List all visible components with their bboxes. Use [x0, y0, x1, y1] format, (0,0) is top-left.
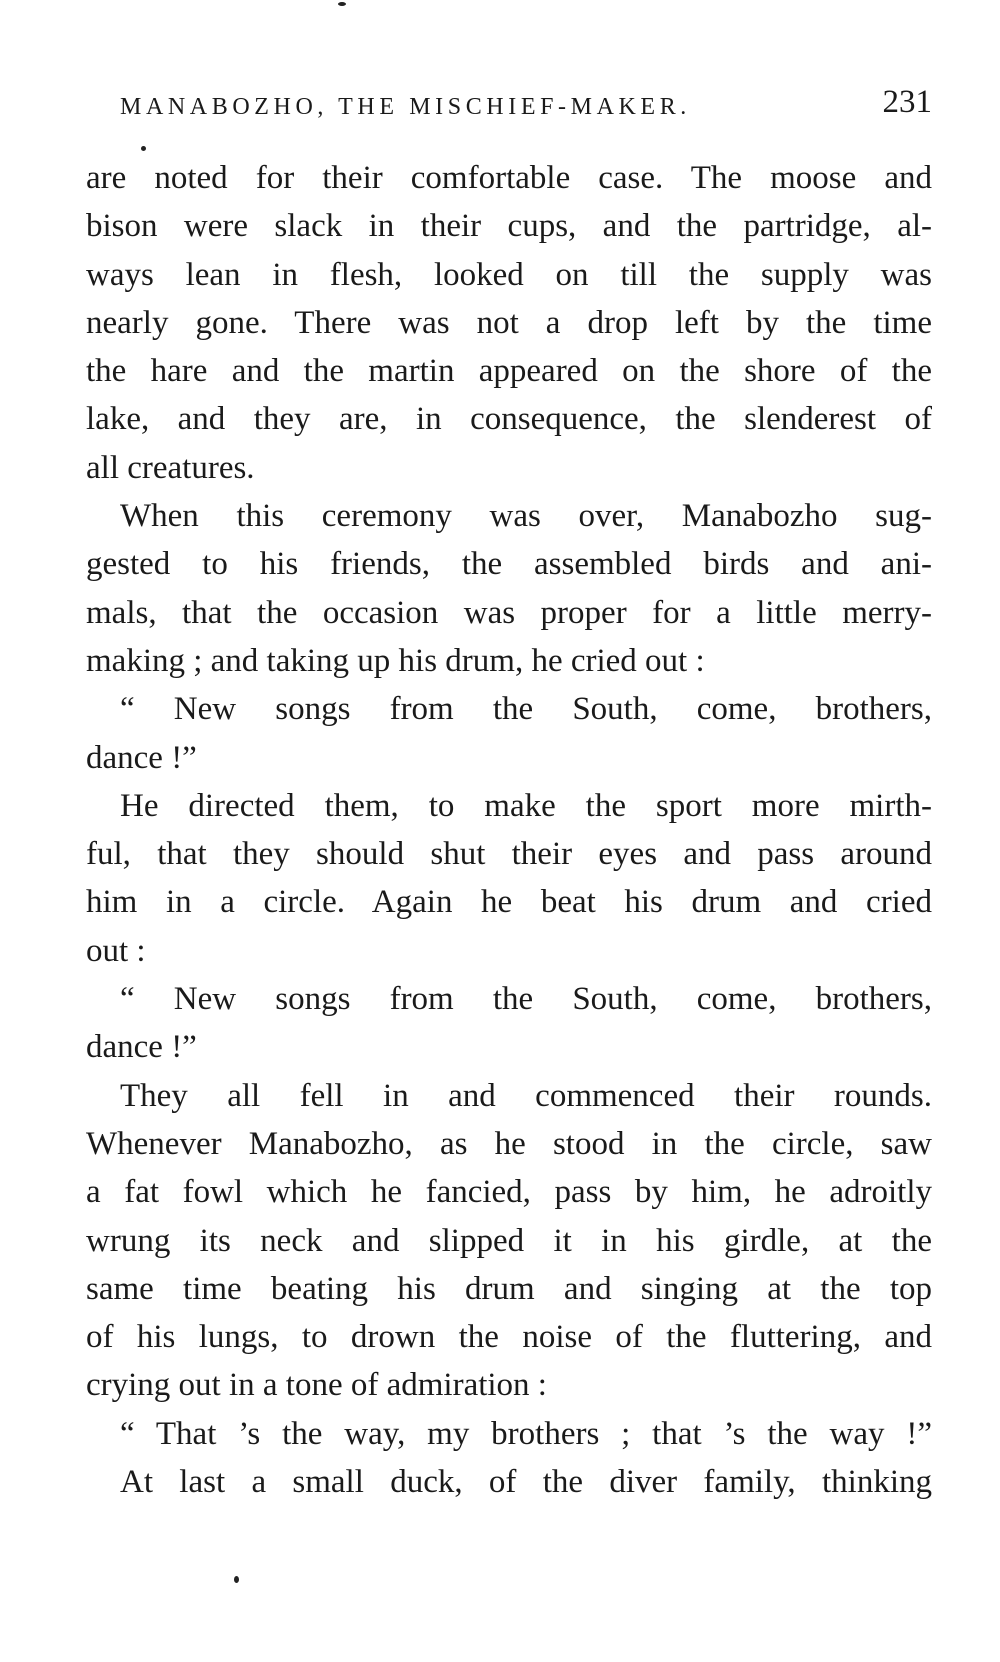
text-line: ful, that they should shut their eyes and pass around: [86, 836, 932, 873]
text-line: are noted for their comfortable case. The moose and: [86, 160, 932, 196]
page-number: 231: [882, 84, 932, 120]
text-line: lake, and they are, in consequence, the slenderest of: [86, 401, 932, 438]
ink-speck: [141, 146, 146, 151]
text-line: all creatures.: [86, 449, 255, 486]
text-line: At last a small duck, of the diver family, thinking: [120, 1464, 932, 1501]
ink-speck: [338, 2, 346, 6]
text-line: making ; and taking up his drum, he cried out :: [86, 642, 705, 679]
text-line: him in a circle. Again he beat his drum and cried: [86, 884, 932, 921]
text-line: They all fell in and commenced their rounds.: [120, 1077, 932, 1114]
body-text: [86, 154, 932, 1506]
text-line: When this ceremony was over, Manabozho sug-: [120, 498, 932, 535]
text-line: crying out in a tone of admiration :: [86, 1367, 547, 1404]
page-header: [120, 84, 932, 134]
ink-speck: [234, 1576, 239, 1583]
text-line: nearly gone. There was not a drop left by the time: [86, 304, 932, 341]
text-line: mals, that the occasion was proper for a little merry-: [86, 594, 932, 631]
text-line: of his lungs, to drown the noise of the fluttering, and: [86, 1319, 932, 1356]
text-line: the hare and the martin appeared on the shore of the: [86, 353, 932, 390]
text-line: “ That ’s the way, my brothers ; that ’s the way !”: [120, 1415, 932, 1452]
running-head: MANABOZHO, THE MISCHIEF-MAKER.: [120, 94, 691, 120]
text-line: wrung its neck and slipped it in his girdle, at the: [86, 1222, 932, 1259]
text-line: He directed them, to make the sport more mirth-: [120, 787, 932, 824]
text-line: a fat fowl which he fancied, pass by him, he adroitly: [86, 1174, 932, 1211]
text-line: dance !”: [86, 739, 197, 776]
text-line: out :: [86, 932, 146, 969]
text-line: ways lean in flesh, looked on till the supply was: [86, 256, 932, 293]
text-line: dance !”: [86, 1029, 197, 1066]
text-line: “ New songs from the South, come, brothers,: [120, 981, 932, 1018]
text-line: Whenever Manabozho, as he stood in the circle, saw: [86, 1125, 932, 1162]
text-line: “ New songs from the South, come, brothers,: [120, 691, 932, 728]
text-line: gested to his friends, the assembled birds and ani-: [86, 546, 932, 583]
text-line: same time beating his drum and singing at the top: [86, 1270, 932, 1307]
text-line: bison were slack in their cups, and the partridge, al-: [86, 208, 932, 245]
